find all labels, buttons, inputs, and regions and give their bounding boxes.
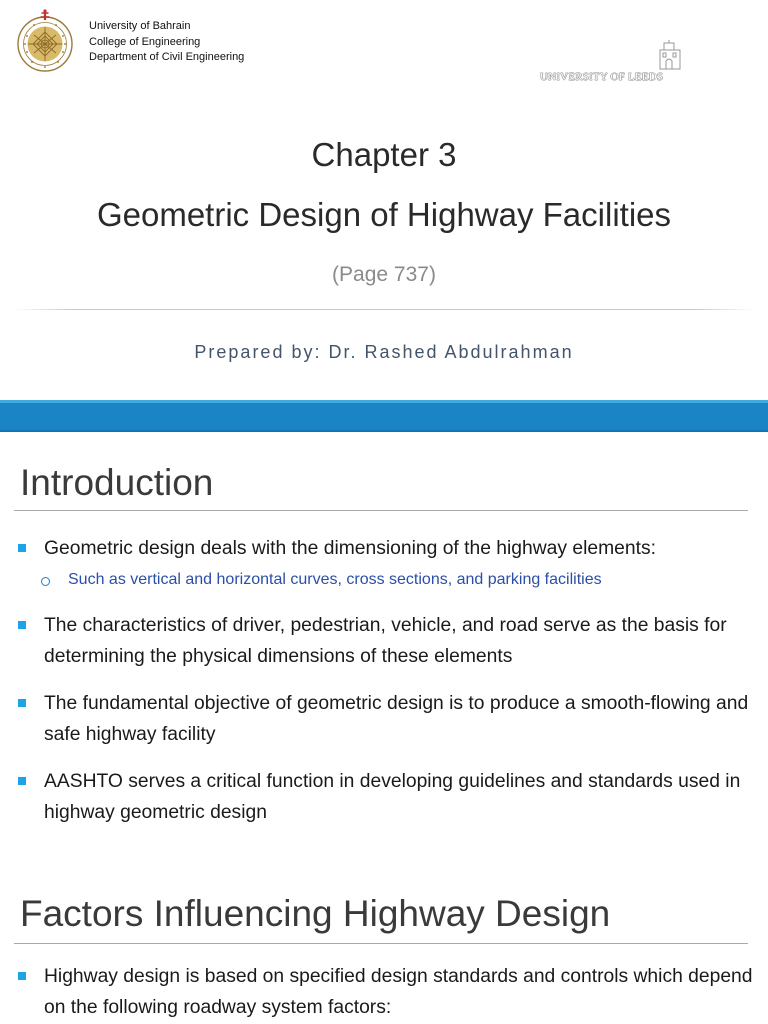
sub-bullet-item: Such as vertical and horizontal curves, cross sections, and parking facilities <box>68 571 602 588</box>
prepared-by: Prepared by: Dr. Rashed Abdulrahman <box>194 342 574 362</box>
title-slide <box>0 0 768 400</box>
bullet-square-icon <box>18 621 26 629</box>
page-reference: (Page 737) <box>332 263 436 286</box>
chapter-number: Chapter 3 <box>311 136 457 173</box>
bullet-square-icon <box>18 544 26 552</box>
leeds-tower-icon <box>656 40 686 70</box>
bullet-item: Highway design is based on specified design standards and controls which depend on the following roadway system factors: <box>44 966 753 1018</box>
introduction-heading-rule <box>14 510 748 511</box>
factors-heading: Factors Influencing Highway Design <box>20 893 611 934</box>
chapter-title: Geometric Design of Highway Facilities <box>96 196 672 233</box>
bullet-item: The characteristics of driver, pedestrian, vehicle, and road serve as the basis for determining the physical dimensions of these elements <box>44 615 727 667</box>
introduction-heading: Introduction <box>20 462 214 503</box>
title-divider <box>14 309 754 310</box>
factors-heading-rule <box>14 943 748 944</box>
bullet-square-icon <box>18 777 26 785</box>
bullet-item: Geometric design deals with the dimensioning of the highway elements: <box>44 538 656 559</box>
bullet-square-icon <box>18 699 26 707</box>
bullet-item: The fundamental objective of geometric design is to produce a smooth-flowing and safe highway facility <box>44 693 749 745</box>
sub-bullet-circle-icon <box>41 577 50 586</box>
department-name: Department of Civil Engineering <box>89 51 245 63</box>
content-slide <box>0 432 768 1024</box>
bullet-square-icon <box>18 972 26 980</box>
university-name: University of Bahrain <box>89 20 191 32</box>
leeds-wordmark: UNIVERSITY OF LEEDS <box>540 71 664 83</box>
university-of-bahrain-logo-icon <box>16 8 74 74</box>
university-name-block <box>89 19 244 66</box>
slide-separator-band <box>0 400 768 432</box>
bullet-item: AASHTO serves a critical function in developing guidelines and standards used in highway geometric design <box>44 771 741 823</box>
college-name: College of Engineering <box>89 35 201 48</box>
university-of-leeds-logo <box>540 40 690 86</box>
